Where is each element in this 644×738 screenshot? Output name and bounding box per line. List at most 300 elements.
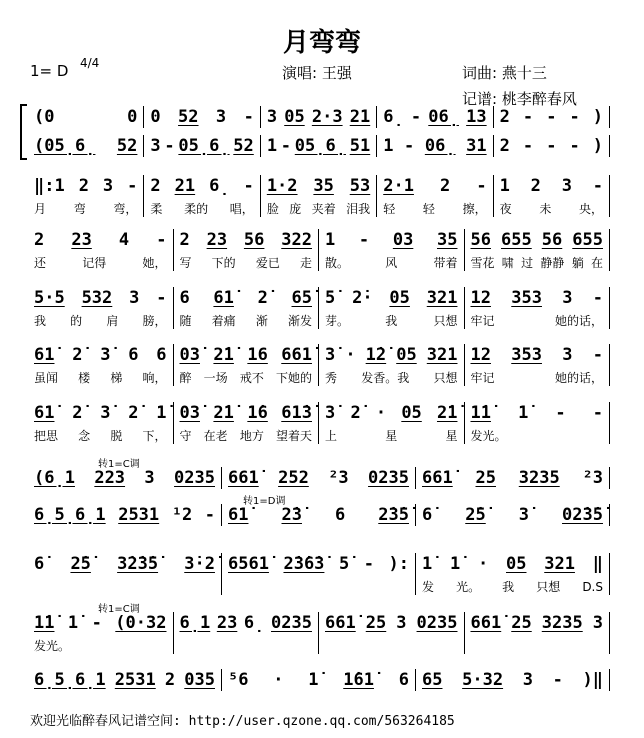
lyric-word: 唱， bbox=[229, 202, 254, 216]
lyric-word: 膀， bbox=[142, 314, 167, 328]
note-group: 3̇ bbox=[518, 505, 530, 525]
measure-notes bbox=[471, 344, 604, 366]
note-group: 0 bbox=[127, 107, 138, 127]
measure-notes bbox=[228, 467, 409, 489]
lyrics bbox=[34, 255, 167, 271]
lyric-word: 她， bbox=[142, 256, 167, 270]
note-group: 05̣6̣ bbox=[294, 136, 346, 156]
note-group: - bbox=[592, 288, 603, 308]
lyric-word: 柔的 bbox=[184, 202, 209, 216]
note-group: 12 bbox=[470, 288, 491, 308]
measure bbox=[28, 504, 222, 526]
note-group: 2̇3̇5̇ bbox=[378, 505, 409, 525]
lyric-word: 轻 bbox=[383, 202, 396, 216]
measure bbox=[222, 467, 416, 489]
note-group: 353 bbox=[511, 345, 542, 365]
lyrics bbox=[34, 370, 167, 386]
note-group: 6 bbox=[398, 670, 409, 690]
note-group: 353 bbox=[511, 288, 542, 308]
key-change-mark: 转1=C调 bbox=[98, 604, 140, 615]
staff-brace bbox=[20, 104, 27, 160]
score-line bbox=[28, 604, 610, 654]
lyrics bbox=[325, 428, 458, 444]
note-group: 2·3 bbox=[311, 107, 343, 127]
note-group: 2 bbox=[499, 107, 510, 127]
note-group: 661̇ bbox=[325, 613, 356, 633]
lyrics bbox=[325, 313, 458, 329]
lyric-word: 雪花 bbox=[470, 256, 495, 270]
lyric-word: 牢记 bbox=[470, 314, 495, 328]
note-group: 1̇ bbox=[422, 554, 433, 574]
measure-notes bbox=[180, 402, 313, 424]
measure-notes bbox=[325, 612, 458, 634]
note-group: 661̇ bbox=[281, 345, 312, 365]
lyric-word: 只想 bbox=[433, 314, 458, 328]
note-group: 2̇ bbox=[257, 288, 268, 308]
time-signature: 4/4 bbox=[80, 56, 100, 70]
note-group: 31 bbox=[466, 136, 487, 156]
lyric-word: 庞 bbox=[289, 202, 302, 216]
measure-notes bbox=[34, 612, 167, 634]
measure bbox=[28, 553, 222, 595]
note-group: 3 bbox=[522, 670, 533, 690]
note-group: 1̇ bbox=[67, 613, 79, 633]
note-group: 65 bbox=[422, 670, 443, 690]
note-group: 3 bbox=[150, 136, 161, 156]
measure bbox=[28, 344, 174, 386]
measure-notes bbox=[150, 175, 253, 197]
note-group: 2̇ bbox=[128, 403, 139, 423]
note-group: 6̣ bbox=[383, 107, 404, 127]
measure bbox=[465, 344, 611, 386]
note-group: 1̇6 bbox=[247, 403, 268, 423]
note-group: 52 bbox=[116, 136, 138, 156]
measure-notes bbox=[267, 106, 370, 128]
measure-notes bbox=[500, 175, 603, 197]
note-group: 6561̇ bbox=[228, 554, 269, 574]
note-group: 61̇ bbox=[213, 288, 234, 308]
lyrics bbox=[150, 201, 253, 217]
lyrics bbox=[500, 201, 603, 217]
measure-notes bbox=[422, 669, 603, 691]
lyrics bbox=[383, 201, 486, 217]
lyrics bbox=[34, 428, 167, 444]
note-group: 321 bbox=[426, 345, 458, 365]
measure-notes bbox=[267, 175, 370, 197]
note-group: 52 bbox=[233, 136, 254, 156]
lyric-word: 下她的 bbox=[275, 371, 312, 385]
note-group: - bbox=[127, 176, 138, 196]
key-signature: 1= D bbox=[30, 62, 69, 80]
measure-notes bbox=[34, 135, 137, 157]
note-group: - bbox=[156, 288, 167, 308]
note-group: 6̣1 bbox=[179, 613, 211, 633]
measure-notes bbox=[471, 229, 604, 251]
note-group: 5·5 bbox=[34, 288, 65, 308]
note-group: 51 bbox=[349, 136, 371, 156]
measure-notes bbox=[34, 344, 167, 366]
note-group: 2·1 bbox=[383, 176, 414, 196]
note-group: 6 bbox=[335, 505, 346, 525]
note-group: 1 bbox=[383, 136, 394, 156]
lyric-word: 戒不 bbox=[239, 371, 264, 385]
note-group: - bbox=[522, 107, 534, 127]
note-group: 05 bbox=[389, 288, 410, 308]
note-group: 2̇5̇ bbox=[70, 554, 91, 574]
lyric-word: 的 bbox=[70, 314, 83, 328]
measure bbox=[465, 612, 611, 654]
note-group: 03̇ bbox=[179, 403, 200, 423]
note-group: ‖:1 bbox=[34, 176, 65, 196]
note-group: 252 bbox=[278, 468, 309, 488]
note-group: 6̇ bbox=[422, 505, 433, 525]
note-group: 25 bbox=[365, 613, 387, 633]
lyric-word: 散。 bbox=[325, 256, 350, 270]
measure-notes bbox=[383, 175, 486, 197]
note-group: 1̇1̇ bbox=[470, 403, 491, 423]
measure bbox=[28, 467, 222, 489]
note-group: 3 bbox=[266, 107, 278, 127]
measure-notes bbox=[500, 106, 603, 128]
lyric-word: 写 bbox=[179, 256, 192, 270]
note-group: ²3 bbox=[582, 468, 603, 488]
lyric-word: 记得 bbox=[82, 256, 107, 270]
note-group: 6̣5̣6̣1 bbox=[34, 505, 106, 525]
measure bbox=[465, 229, 611, 271]
lyric-word: 上 bbox=[325, 429, 338, 443]
measure-notes bbox=[180, 612, 313, 634]
note-group: 2 bbox=[440, 176, 451, 196]
lyric-word: 未 bbox=[539, 202, 552, 216]
lyric-word: 着痛 bbox=[211, 314, 236, 328]
note-group: 5̇ bbox=[338, 554, 350, 574]
measure bbox=[377, 175, 493, 217]
note-group: 661̇ bbox=[470, 613, 502, 633]
note-group: (6̣1 bbox=[34, 468, 75, 488]
lyrics bbox=[471, 428, 604, 444]
note-group: 61̇ bbox=[34, 403, 55, 423]
note-group: 05 bbox=[506, 554, 527, 574]
note-group: 05 bbox=[401, 403, 422, 423]
lyric-word: 下， bbox=[142, 429, 167, 443]
lyric-word: 走 bbox=[299, 256, 312, 270]
note-group: 2̇ bbox=[350, 403, 361, 423]
lyric-word: 在 bbox=[590, 256, 603, 270]
measure bbox=[416, 669, 610, 691]
measure-notes bbox=[228, 504, 409, 526]
lyric-word: 肩 bbox=[106, 314, 119, 328]
measure-notes bbox=[325, 402, 458, 424]
note-group: 35 bbox=[437, 230, 458, 250]
note-group: 3̇·2̇ bbox=[184, 554, 215, 574]
measure bbox=[261, 106, 377, 128]
lyrics bbox=[180, 313, 313, 329]
note-group: 1̇ bbox=[518, 403, 529, 423]
note-group: - bbox=[546, 136, 557, 156]
lyrics bbox=[422, 579, 603, 595]
note-group: - bbox=[156, 230, 167, 250]
lyric-word: 望着天 bbox=[275, 429, 312, 443]
note-group: 1 bbox=[325, 230, 336, 250]
measure-notes bbox=[34, 504, 215, 526]
note-group: - bbox=[363, 554, 374, 574]
note-group: 0235 bbox=[174, 468, 215, 488]
measure bbox=[28, 402, 174, 444]
measure bbox=[174, 402, 320, 444]
score-line bbox=[28, 229, 610, 271]
note-group: 3̇2̇3̇5̇ bbox=[117, 554, 159, 574]
note-group: (05̣6̣ bbox=[34, 136, 96, 156]
note-group: - bbox=[164, 136, 175, 156]
measure-notes bbox=[180, 229, 313, 251]
note-group: - bbox=[552, 670, 563, 690]
measure bbox=[28, 135, 144, 157]
note-group: 3 bbox=[144, 468, 155, 488]
note-group: - bbox=[555, 403, 566, 423]
lyrics bbox=[180, 255, 313, 271]
note-group: ): bbox=[388, 554, 409, 574]
note-group: 16 bbox=[247, 345, 268, 365]
note-group: 1̇1̇ bbox=[34, 613, 55, 633]
lyric-word: 弯 bbox=[73, 202, 86, 216]
note-group: 3235 bbox=[541, 613, 583, 633]
note-group: 1̇ bbox=[308, 670, 319, 690]
lyric-word: 擦， bbox=[462, 202, 487, 216]
note-group: 2̇1̇ bbox=[213, 403, 234, 423]
measure bbox=[377, 135, 493, 157]
lyric-word: 光。 bbox=[456, 580, 481, 594]
measure bbox=[28, 175, 144, 217]
lyric-word: 在老 bbox=[203, 429, 228, 443]
note-group: 6 bbox=[156, 345, 167, 365]
lyric-word: 泪我 bbox=[346, 202, 371, 216]
lyric-word: 还 bbox=[34, 256, 47, 270]
note-group: 25 bbox=[475, 468, 496, 488]
note-group: 321 bbox=[426, 288, 458, 308]
measure bbox=[144, 135, 260, 157]
note-group: - bbox=[204, 505, 215, 525]
note-group: - bbox=[592, 176, 604, 196]
lyric-word: 爱已 bbox=[255, 256, 280, 270]
note-group: 56 bbox=[470, 230, 491, 250]
note-group: 3 bbox=[592, 613, 603, 633]
measure-notes bbox=[34, 467, 215, 489]
note-group: )‖ bbox=[582, 670, 603, 690]
note-group: 61̇ bbox=[34, 345, 55, 365]
measure-notes bbox=[34, 287, 167, 309]
song-title: 月弯弯 bbox=[282, 28, 361, 58]
note-group: ) bbox=[592, 136, 603, 156]
note-group: 53 bbox=[349, 176, 371, 196]
score-line bbox=[28, 553, 610, 595]
note-group: 035 bbox=[184, 670, 215, 690]
note-group: 2̇1̇ bbox=[436, 403, 458, 423]
note-group: 05̣6̣ bbox=[178, 136, 230, 156]
lyrics bbox=[471, 370, 604, 386]
measure-notes bbox=[422, 467, 603, 489]
measure bbox=[144, 106, 260, 128]
note-group: 03̇ bbox=[179, 345, 200, 365]
measure-notes bbox=[150, 135, 253, 157]
lyric-word: 她的话， bbox=[554, 314, 603, 328]
measure bbox=[416, 553, 610, 595]
lyrics bbox=[325, 370, 458, 386]
lyric-word: 星 bbox=[385, 429, 398, 443]
note-group: 35 bbox=[313, 176, 334, 196]
note-group: 23 bbox=[71, 230, 92, 250]
score-line bbox=[28, 175, 610, 217]
note-group: 2̇ bbox=[72, 403, 83, 423]
note-group: 1̇ bbox=[156, 403, 167, 423]
note-group: 2 bbox=[179, 230, 190, 250]
measure bbox=[144, 175, 260, 217]
note-group: 2531 bbox=[118, 505, 160, 525]
measure-notes bbox=[34, 402, 167, 424]
lyric-word: 把思 bbox=[34, 429, 59, 443]
note-group: 1·2 bbox=[266, 176, 298, 196]
measure bbox=[174, 344, 320, 386]
note-group: ²3 bbox=[328, 468, 349, 488]
note-group: 3 bbox=[396, 613, 407, 633]
lyric-word: 梯 bbox=[110, 371, 123, 385]
measure bbox=[319, 229, 465, 271]
note-group: · bbox=[345, 345, 356, 365]
measure bbox=[28, 669, 222, 691]
lyric-word: 秀 bbox=[325, 371, 338, 385]
measure bbox=[174, 612, 320, 654]
note-group: 3235 bbox=[518, 468, 560, 488]
note-group: 2 bbox=[530, 176, 541, 196]
lyric-word: 芽。 bbox=[325, 314, 350, 328]
note-group: 06̣ bbox=[428, 107, 459, 127]
measure bbox=[28, 229, 174, 271]
note-group: 321 bbox=[544, 554, 575, 574]
measure bbox=[319, 612, 465, 654]
note-group: 1̇ bbox=[450, 554, 461, 574]
lyric-word: 带着 bbox=[433, 256, 458, 270]
note-group: 5̇ bbox=[325, 288, 336, 308]
note-group: - bbox=[592, 345, 603, 365]
note-group: 3̇ bbox=[325, 345, 336, 365]
lyric-word: 牢记 bbox=[470, 371, 495, 385]
lyric-word: 星 bbox=[445, 429, 458, 443]
measure-notes bbox=[34, 106, 137, 128]
note-group: 532 bbox=[81, 288, 113, 308]
lyric-word: 弯， bbox=[113, 202, 138, 216]
note-group: ‖ bbox=[592, 554, 603, 574]
measure bbox=[28, 287, 174, 329]
lyric-word: 夜 bbox=[499, 202, 512, 216]
note-group: 2̇1̇ bbox=[213, 345, 234, 365]
measure bbox=[465, 287, 611, 329]
footer-link[interactable]: 欢迎光临醉春风记谱空间: http://user.qzone.qq.com/563264185 bbox=[30, 714, 455, 729]
note-group: (0 bbox=[34, 107, 55, 127]
lyric-word: 渐发 bbox=[287, 314, 312, 328]
note-group: 6 bbox=[179, 288, 190, 308]
lyric-word: 啸 bbox=[501, 256, 514, 270]
score-line bbox=[28, 459, 610, 489]
measure bbox=[174, 229, 320, 271]
lyric-word: 月 bbox=[34, 202, 47, 216]
measure-notes bbox=[325, 229, 458, 251]
measure-notes bbox=[180, 287, 313, 309]
note-group: 3 bbox=[562, 345, 573, 365]
note-group: 0 bbox=[150, 107, 161, 127]
note-group: 21 bbox=[349, 107, 371, 127]
lyric-word: 我 bbox=[34, 314, 47, 328]
score-line bbox=[28, 496, 610, 526]
note-group: 02̇3̇5̇ bbox=[562, 505, 603, 525]
note-group: - bbox=[243, 176, 254, 196]
note-group: 6̇ bbox=[34, 554, 45, 574]
measure bbox=[494, 106, 610, 128]
lyric-word: 发光。 bbox=[470, 429, 507, 443]
measure bbox=[377, 106, 493, 128]
note-group: ⁵6 bbox=[228, 670, 249, 690]
measure bbox=[416, 467, 610, 489]
note-group: 61̇3̇ bbox=[281, 403, 312, 423]
note-group: 05 bbox=[396, 345, 417, 365]
lyric-word: 脱 bbox=[110, 429, 123, 443]
note-group: 655 bbox=[501, 230, 532, 250]
note-group: 6 bbox=[128, 345, 139, 365]
score-line bbox=[28, 287, 610, 329]
measure bbox=[465, 402, 611, 444]
lyrics bbox=[180, 370, 313, 386]
measure-notes bbox=[34, 229, 167, 251]
note-group: - bbox=[358, 230, 370, 250]
measure bbox=[416, 504, 610, 526]
note-group: 21 bbox=[174, 176, 196, 196]
score-line bbox=[28, 135, 610, 157]
note-group: 223 bbox=[94, 468, 126, 488]
measure-notes bbox=[500, 135, 603, 157]
measure bbox=[494, 175, 610, 217]
measure-notes bbox=[325, 344, 458, 366]
note-group: 2 bbox=[78, 176, 89, 196]
measure-notes bbox=[471, 402, 604, 424]
note-group: - bbox=[91, 613, 102, 633]
note-group: - bbox=[476, 176, 487, 196]
note-group: 0235 bbox=[271, 613, 312, 633]
note-group: · bbox=[478, 554, 489, 574]
measure-notes bbox=[34, 175, 137, 197]
note-group: 5·32 bbox=[462, 670, 504, 690]
lyric-word: 轻 bbox=[422, 202, 435, 216]
note-group: 3 bbox=[129, 288, 140, 308]
note-group: - bbox=[569, 136, 580, 156]
note-group: 23 bbox=[206, 230, 228, 250]
note-group: 4 bbox=[118, 230, 130, 250]
note-group: 2531 bbox=[114, 670, 156, 690]
measure bbox=[261, 175, 377, 217]
note-group: - bbox=[546, 107, 557, 127]
lyrics bbox=[34, 313, 167, 329]
lyrics bbox=[34, 638, 167, 654]
measure bbox=[319, 344, 465, 386]
score-line bbox=[28, 402, 610, 444]
note-group: - bbox=[410, 107, 422, 127]
note-group: 2 bbox=[34, 230, 45, 250]
measure-notes bbox=[383, 106, 486, 128]
note-group: 3 bbox=[562, 288, 573, 308]
lyric-word: 只想 bbox=[536, 580, 561, 594]
note-group: 3 bbox=[215, 107, 227, 127]
lyric-word: 过 bbox=[521, 256, 534, 270]
lyric-word: 一场 bbox=[203, 371, 228, 385]
note-group: 3̇ bbox=[100, 403, 111, 423]
note-group: - bbox=[592, 403, 603, 423]
